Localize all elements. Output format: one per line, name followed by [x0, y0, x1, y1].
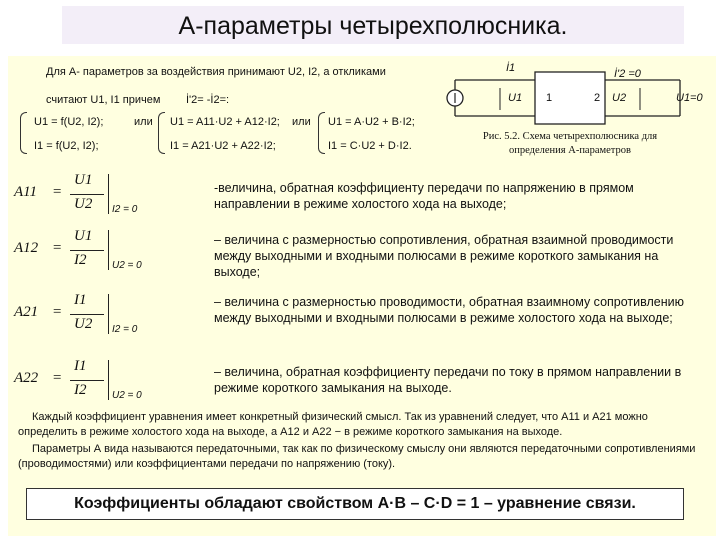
- label-u1: U1: [508, 92, 523, 104]
- label-i2: İ'2 =0: [614, 68, 641, 80]
- formula-numerator: I1: [74, 292, 87, 308]
- brace-2: [158, 112, 165, 154]
- param-description-a22: – величина, обратная коэффициенту передачи по току в прямом направлении в режиме короткого замыкания на выходе.: [214, 365, 682, 395]
- formula-name: A21: [14, 304, 39, 320]
- formula-name: A22: [14, 370, 39, 386]
- relation-box: [26, 488, 684, 520]
- label-u2: U2: [612, 92, 627, 104]
- system-1-row-1: U1 = f(U2, I2);: [34, 116, 104, 128]
- formula-a21: [14, 292, 194, 338]
- two-port-circuit-diagram: [440, 58, 710, 128]
- param-description-a21: – величина с размерностью проводимости, обратная взаимному сопротивлению между выходными и входными полюсами в режиме холостого хода на выходе;: [214, 295, 684, 325]
- formula-numerator: I1: [74, 358, 87, 374]
- paragraph-transfer-params: Параметры А вида называются передаточными, так как по физическому смыслу они являются передаточными сопротивлениями (проводимостями) или коэффициентами передачи по напряжению (току).: [18, 443, 696, 470]
- formula-a22: [14, 358, 194, 404]
- condition-bar: [108, 294, 109, 334]
- or-label-2: или: [292, 116, 311, 128]
- label-i1: İ1: [506, 62, 516, 74]
- equals-sign: =: [52, 240, 63, 256]
- label-port-2: 2: [594, 92, 601, 104]
- fraction-line: [70, 194, 104, 195]
- slide-title: А-параметры четырехполюсника.: [178, 12, 568, 40]
- formula-denominator: U2: [74, 316, 93, 332]
- formula-name: A11: [14, 184, 38, 200]
- label-port-1: 1: [546, 92, 553, 104]
- formula-a12: [14, 228, 194, 274]
- fraction-line: [70, 380, 104, 381]
- system-3-row-2: I1 = C·U2 + D·I2.: [328, 140, 412, 152]
- condition-bar: [108, 360, 109, 400]
- brace-1: [20, 112, 27, 154]
- formula-a11: [14, 172, 194, 218]
- formula-condition: I2 = 0: [112, 204, 138, 215]
- paragraph-physical-meaning: Каждый коэффициент уравнения имеет конкретный физический смысл. Так из уравнений следует, что А11 и А21 можно определить в режиме холостого хода на выходе, а А12 и А22 − в режиме короткого замыкания на выходе.: [18, 411, 648, 438]
- formula-condition: I2 = 0: [112, 324, 138, 335]
- formula-numerator: U1: [74, 228, 93, 244]
- intro-line-2-eq: İ'2= -İ2=:: [186, 94, 230, 106]
- system-2-row-1: U1 = A11·U2 + A12·I2;: [170, 116, 280, 128]
- or-label-1: или: [134, 116, 153, 128]
- formula-condition: U2 = 0: [112, 260, 142, 271]
- formula-condition: U2 = 0: [112, 390, 142, 401]
- formula-denominator: U2: [74, 196, 93, 212]
- condition-bar: [108, 230, 109, 270]
- figure-caption: Рис. 5.2. Схема четырехполюсника для определения А-параметров: [482, 131, 658, 156]
- formula-name: A12: [14, 240, 39, 256]
- equals-sign: =: [52, 304, 63, 320]
- formula-numerator: U1: [74, 172, 93, 188]
- slide-title-bar: [62, 6, 684, 44]
- fraction-line: [70, 314, 104, 315]
- intro-line-1: Для А- параметров за воздействия принимают U2, I2, а откликами: [46, 66, 386, 78]
- formula-denominator: I2: [74, 382, 87, 398]
- condition-bar: [108, 174, 109, 214]
- equals-sign: =: [52, 184, 63, 200]
- relation-equation: Коэффициенты обладают свойством A·B – C·D = 1 – уравнение связи.: [74, 495, 636, 512]
- param-description-a11: -величина, обратная коэффициенту передачи по напряжению в прямом направлении в режиме холостого хода на выходе;: [214, 181, 634, 211]
- system-1-row-2: I1 = f(U2, I2);: [34, 140, 99, 152]
- fraction-line: [70, 250, 104, 251]
- system-3-row-1: U1 = A·U2 + B·I2;: [328, 116, 415, 128]
- intro-line-2: считают U1, I1 причем: [46, 94, 161, 106]
- brace-3: [318, 112, 325, 154]
- label-u1-zero: U1=0: [676, 92, 703, 104]
- equals-sign: =: [52, 370, 63, 386]
- formula-denominator: I2: [74, 252, 87, 268]
- system-2-row-2: I1 = A21·U2 + A22·I2;: [170, 140, 276, 152]
- param-description-a12: – величина с размерностью сопротивления, обратная взаимной проводимости между выходными и входными полюсами в режиме короткого замыкания на выходе;: [214, 233, 674, 279]
